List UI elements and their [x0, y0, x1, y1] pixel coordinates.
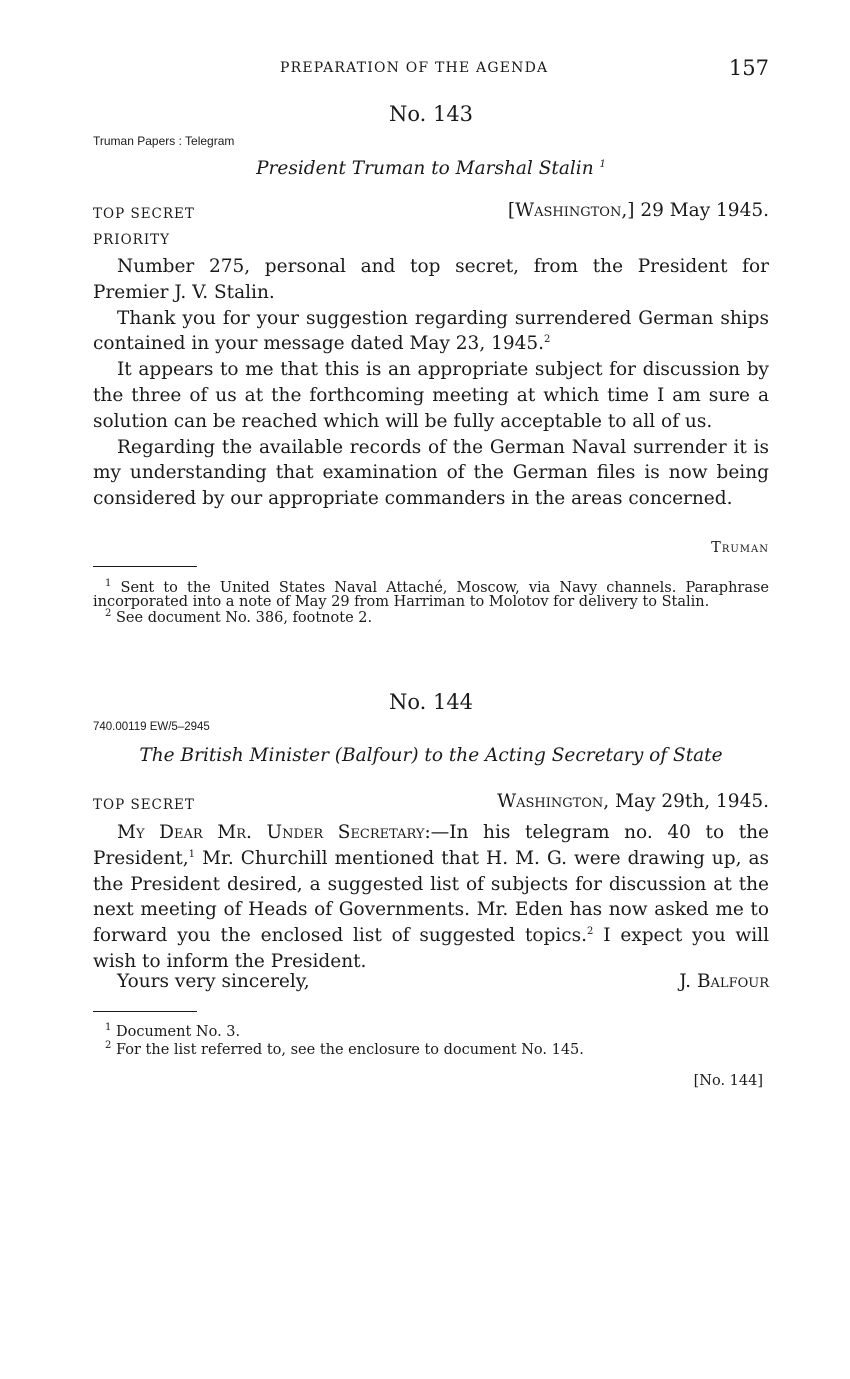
doc144-title [93, 745, 769, 766]
doc144-body-1: —In his telegram no. 40 to the President, [93, 822, 769, 869]
footnote-divider [93, 566, 197, 567]
footnote [93, 1039, 769, 1058]
doc143-paragraph: Regarding the available records of the German Naval surrender it is my understanding that examination of the German files is now being considered by our appropriate commanders in the areas concerned. [93, 436, 769, 510]
doc143-title-text: President Truman to Marshal Stalin [256, 158, 594, 179]
doc143-paragraph [93, 306, 769, 358]
footnote [93, 608, 769, 626]
footnote-text: Sent to the United States Naval Attaché, Moscow, via Navy channels. Paraphrase incorporated into a note of May 29 from Harriman to Molotov for delivery to Stalin. [93, 580, 770, 610]
doc144-title-post: ) to the Acting Secretary of State [411, 745, 723, 766]
doc143-paragraph: Number 275, personal and top secret, from the President for Premier J. V. Stalin. [93, 256, 769, 303]
doc144-body-2: Mr. Churchill mentioned that H. M. G. were drawing up, as the President desired, a suggested list of subjects for discussion at the next meeting of Heads of Governments. Mr. Eden has now asked me to forward you the enclosed list of suggested topics. [93, 847, 769, 947]
doc144-number: No. 144 [388, 690, 474, 714]
doc144-title-name: Balfour [342, 745, 412, 766]
page-number: 157 [728, 56, 769, 80]
doc144-body-3: I expect you will wish to inform the President. [93, 925, 770, 972]
doc144-salutation: My Dear Mr. Under Secretary: [117, 822, 431, 843]
doc144-footnote-ref: 1 [188, 848, 196, 860]
doc144-dateline [497, 791, 769, 812]
doc144-source: 740.00119 EW/5–2945 [93, 721, 210, 733]
doc144-signature-name: Balfour [696, 971, 769, 992]
doc143-priority: PRIORITY [93, 232, 171, 248]
footnote-divider [93, 1011, 197, 1012]
running-header: PREPARATION OF THE AGENDA [280, 60, 549, 76]
doc143-place: Washington, [515, 200, 628, 221]
doc144-paragraph [93, 820, 769, 975]
doc144-signature [679, 971, 769, 992]
doc144-closing: Yours very sincerely, [117, 971, 310, 992]
footnote-mark: 2 [105, 1039, 112, 1051]
footnote-mark: 1 [105, 1022, 112, 1034]
doc144-footnote-ref: 2 [587, 926, 594, 938]
doc143-date: 29 May 1945. [640, 200, 769, 221]
footnote-text: For the list referred to, see the enclosure to document No. 145. [115, 1041, 584, 1058]
doc143-footnote-ref: 2 [544, 334, 551, 346]
doc143-paragraph: It appears to me that this is an appropriate subject for discussion by the three of us at the forthcoming meeting at which time I am sure a solution can be reached which will be fully acceptable to all of us. [93, 359, 769, 432]
doc144-place: Washington, [497, 791, 610, 812]
footnote-mark: 2 [105, 608, 112, 620]
footnote [93, 578, 770, 610]
doc143-title-footnote-ref: 1 [599, 158, 606, 170]
doc143-footnotes [93, 578, 770, 626]
doc143-title [93, 158, 769, 179]
footnote-text: Document No. 3. [115, 1024, 241, 1040]
doc143-classification: TOP SECRET [93, 206, 195, 222]
doc144-footnotes [93, 1022, 769, 1058]
doc143-dateline: [Washington,] 29 May 1945. [507, 200, 769, 221]
doc144-body [93, 820, 769, 975]
doc143-paragraph-text: Thank you for your suggestion regarding surrendered German ships contained in your message dated May 23, 1945. [93, 307, 769, 355]
doc144-title-name-wrap [342, 745, 411, 766]
footnote [93, 1022, 769, 1040]
doc144-signature-initial: J. [679, 971, 692, 992]
doc143-body [93, 254, 769, 512]
doc143-signature: Truman [711, 540, 769, 556]
doc144-bottom-tag: [No. 144] [693, 1073, 763, 1089]
footnote-mark: 1 [105, 578, 112, 590]
doc144-date: May 29th, 1945. [615, 791, 769, 812]
doc144-classification: TOP SECRET [93, 797, 195, 813]
doc143-source: Truman Papers : Telegram [93, 134, 235, 148]
footnote-text: See document No. 386, footnote 2. [115, 610, 373, 626]
doc144-title-pre: The British Minister ( [139, 745, 343, 766]
doc143-number: No. 143 [388, 102, 474, 126]
